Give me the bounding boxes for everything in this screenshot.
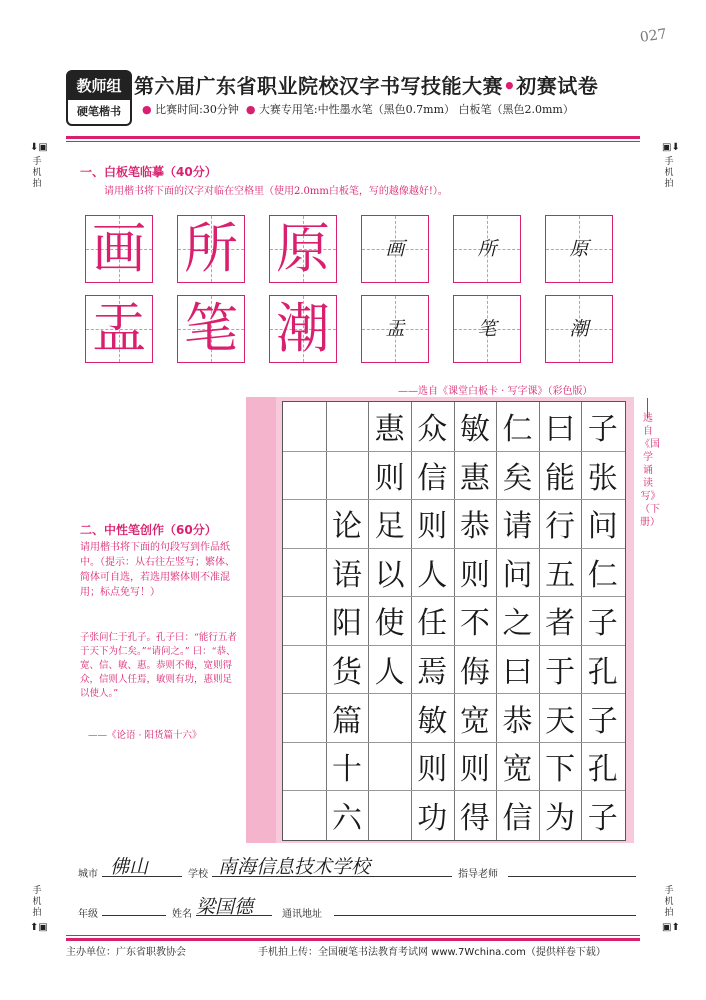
composition-char: 问 bbox=[502, 557, 533, 593]
composition-char: 语 bbox=[331, 557, 362, 593]
model-char-cell bbox=[85, 215, 153, 283]
section1-heading: 一、白板笔临摹（40分） bbox=[80, 165, 217, 179]
name-value: 梁国德 bbox=[196, 896, 254, 918]
badge-top: 教师组 bbox=[68, 72, 130, 100]
composition-char: 下 bbox=[545, 752, 576, 788]
handwritten-char-cell bbox=[453, 295, 521, 363]
composition-char: 问 bbox=[587, 509, 618, 545]
composition-char: 矣 bbox=[502, 460, 533, 496]
footer-rule bbox=[66, 938, 640, 941]
composition-char: 宽 bbox=[459, 703, 490, 739]
camera-icon: ⬇▣ bbox=[30, 142, 48, 153]
composition-char: 惠 bbox=[374, 412, 405, 448]
composition-char: 宽 bbox=[502, 752, 533, 788]
composition-char: 仁 bbox=[502, 412, 533, 448]
pen-value: 中性墨水笔（黑色0.7mm） 白板笔（黑色2.0mm） bbox=[317, 103, 574, 116]
page-title bbox=[134, 70, 598, 99]
composition-char: 论 bbox=[331, 509, 362, 545]
side-label-top-right bbox=[662, 142, 680, 190]
side-label-bottom-right bbox=[662, 886, 680, 933]
side-label-text: 手机拍 bbox=[664, 886, 674, 918]
side-label-text: 手机拍 bbox=[32, 157, 42, 189]
composition-char: 侮 bbox=[459, 655, 490, 691]
name-label: 姓名 bbox=[172, 909, 192, 920]
composition-char: 货 bbox=[331, 655, 362, 691]
side-label-text: 手机拍 bbox=[664, 157, 674, 189]
cell-char: 笔 bbox=[184, 297, 238, 360]
model-char-cell bbox=[85, 295, 153, 363]
teacher-line bbox=[508, 876, 636, 877]
composition-char: 则 bbox=[459, 752, 490, 788]
composition-char: 请 bbox=[502, 509, 533, 545]
composition-char: 则 bbox=[459, 557, 490, 593]
composition-char: 者 bbox=[545, 606, 576, 642]
composition-char: 能 bbox=[545, 460, 576, 496]
composition-paper-margin bbox=[246, 397, 276, 843]
composition-char: 使 bbox=[374, 606, 405, 642]
section1-source: ——选自《课堂白板卡 · 写字课》（彩色版） bbox=[398, 386, 593, 397]
composition-char: 则 bbox=[417, 509, 448, 545]
composition-char: 孔 bbox=[587, 752, 618, 788]
header-rule-thin bbox=[66, 141, 640, 142]
composition-char: 张 bbox=[587, 460, 618, 496]
composition-char bbox=[368, 742, 411, 791]
handwritten-char-cell bbox=[361, 215, 429, 283]
side-label-bottom-left bbox=[30, 886, 48, 933]
camera-icon: ▣⬇ bbox=[662, 142, 680, 153]
school-label: 学校 bbox=[188, 869, 208, 880]
section2-instruction: 请用楷书将下面的句段写到作品纸中。（提示：从右往左竖写；繁体、简体可自选，若选用繁体则不准混用；标点免写！） bbox=[80, 542, 235, 598]
composition-char bbox=[368, 790, 411, 839]
upload-info: 手机拍上传：全国硬笔书法教育考试网 www.7Wchina.com（提供样卷下载） bbox=[258, 947, 606, 958]
model-char-cell bbox=[269, 295, 337, 363]
handwritten-char-cell bbox=[545, 215, 613, 283]
composition-char: 子 bbox=[587, 703, 618, 739]
composition-char: 功 bbox=[417, 800, 448, 836]
cell-char: 盂 bbox=[385, 317, 405, 340]
composition-char: 孔 bbox=[587, 655, 618, 691]
cell-char: 潮 bbox=[569, 317, 589, 340]
composition-grid bbox=[282, 401, 626, 841]
page-number: 027 bbox=[639, 26, 668, 46]
composition-char: 子 bbox=[587, 606, 618, 642]
cell-char: 笔 bbox=[477, 317, 497, 340]
composition-char: 阳 bbox=[331, 606, 362, 642]
exam-info bbox=[142, 101, 574, 117]
composition-char: 人 bbox=[374, 655, 405, 691]
header-rule bbox=[66, 136, 640, 139]
composition-char: 足 bbox=[374, 509, 405, 545]
handwritten-char-cell bbox=[453, 215, 521, 283]
composition-char: 子 bbox=[587, 412, 618, 448]
composition-char: 曰 bbox=[545, 412, 576, 448]
side-label-text: 手机拍 bbox=[32, 886, 42, 918]
composition-char: 于 bbox=[545, 655, 576, 691]
time-label: 比赛时间:30分钟 bbox=[155, 103, 239, 116]
bullet-icon: ● bbox=[142, 103, 152, 116]
composition-char: 不 bbox=[459, 606, 490, 642]
bullet-icon: ● bbox=[245, 103, 256, 116]
composition-char: 以 bbox=[374, 557, 405, 593]
cell-char: 潮 bbox=[276, 297, 330, 360]
composition-char bbox=[368, 693, 411, 742]
grade-line bbox=[102, 915, 166, 916]
composition-char: 众 bbox=[417, 412, 448, 448]
camera-icon: ⬆▣ bbox=[30, 922, 48, 933]
cell-char: 原 bbox=[569, 237, 589, 260]
cell-char: 所 bbox=[477, 237, 497, 260]
city-value: 佛山 bbox=[110, 856, 149, 878]
composition-char: 行 bbox=[545, 509, 576, 545]
composition-char: 任 bbox=[417, 606, 448, 642]
composition-char: 信 bbox=[502, 800, 533, 836]
composition-char bbox=[326, 451, 369, 500]
composition-char: 则 bbox=[374, 460, 405, 496]
title-end: 初赛试卷 bbox=[516, 74, 599, 98]
composition-char: 之 bbox=[502, 606, 533, 642]
composition-char: 五 bbox=[545, 557, 576, 593]
handwritten-char-cell bbox=[361, 295, 429, 363]
address-line bbox=[334, 915, 636, 916]
composition-char: 敏 bbox=[417, 703, 448, 739]
title-dot: • bbox=[503, 74, 517, 98]
composition-char: 焉 bbox=[417, 655, 448, 691]
composition-char: 篇 bbox=[331, 703, 362, 739]
composition-char: 惠 bbox=[459, 460, 490, 496]
composition-char: 信 bbox=[417, 460, 448, 496]
copy-grid bbox=[85, 215, 635, 363]
model-char-cell bbox=[177, 215, 245, 283]
poem-source: ——《论语 · 阳货篇十六》 bbox=[88, 730, 202, 741]
cell-char: 画 bbox=[385, 237, 405, 260]
model-char-cell bbox=[177, 295, 245, 363]
poem-text: 子张问仁于孔子。孔子曰：“能行五者于天下为仁矣。”“请问之。” 曰：“恭、宽、信、敏、惠。恭则不侮，宽则得众，信则人任焉，敏则有功，惠则足以使人。” bbox=[80, 632, 237, 699]
cell-char: 画 bbox=[92, 217, 146, 280]
pen-label: 大赛专用笔: bbox=[258, 103, 318, 116]
cell-char: 所 bbox=[184, 217, 238, 280]
city-label: 城市 bbox=[78, 869, 98, 880]
composition-char: 得 bbox=[459, 800, 490, 836]
side-label-top-left bbox=[30, 142, 48, 190]
camera-icon: ▣⬆ bbox=[662, 922, 680, 933]
composition-char: 恭 bbox=[502, 703, 533, 739]
composition-char: 人 bbox=[417, 557, 448, 593]
cell-char: 盂 bbox=[92, 297, 146, 360]
teacher-label: 指导老师 bbox=[458, 869, 498, 880]
composition-char bbox=[326, 402, 369, 451]
composition-char: 为 bbox=[545, 800, 576, 836]
composition-char: 十 bbox=[331, 752, 362, 788]
group-badge bbox=[66, 70, 132, 126]
organizer: 主办单位：广东省职教协会 bbox=[66, 947, 186, 958]
composition-char: 六 bbox=[331, 800, 362, 836]
address-label: 通讯地址 bbox=[282, 909, 322, 920]
section1-instruction: 请用楷书将下面的汉字对临在空格里（使用2.0mm白板笔，写的越像越好!）。 bbox=[104, 186, 448, 197]
composition-char: 恭 bbox=[459, 509, 490, 545]
composition-char: 子 bbox=[587, 800, 618, 836]
composition-char: 曰 bbox=[502, 655, 533, 691]
composition-char: 则 bbox=[417, 752, 448, 788]
composition-char: 天 bbox=[545, 703, 576, 739]
school-value: 南海信息技术学校 bbox=[218, 856, 371, 878]
vertical-source: 选自《国学诵读写》（下册） bbox=[640, 413, 660, 528]
grade-label: 年级 bbox=[78, 909, 98, 920]
badge-bottom: 硬笔楷书 bbox=[77, 105, 121, 118]
cell-char: 原 bbox=[276, 217, 330, 280]
model-char-cell bbox=[269, 215, 337, 283]
composition-char: 仁 bbox=[587, 557, 618, 593]
section2-heading: 二、中性笔创作（60分） bbox=[80, 523, 217, 537]
composition-char: 敏 bbox=[459, 412, 490, 448]
handwritten-char-cell bbox=[545, 295, 613, 363]
title-main: 第六届广东省职业院校汉字书写技能大赛 bbox=[134, 74, 503, 98]
footer-rule-thin bbox=[66, 935, 640, 936]
